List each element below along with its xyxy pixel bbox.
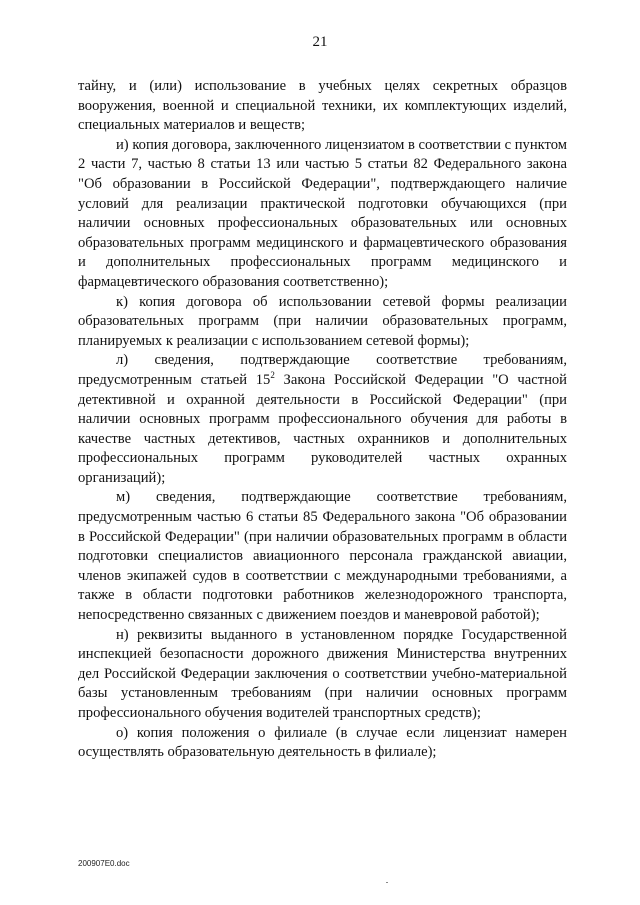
paragraph-o: о) копия положения о филиале (в случае если лицензиат намерен осуществлять образовательную деятельность в филиале); — [78, 724, 567, 761]
paragraph-n: н) реквизиты выданного в установленном порядке Государственной инспекцией безопасности дорожного движения Министерства внутренних дел Российской Федерации заключения о соответствии учебно-материальной базы установленным требованиям (при наличии основных программ профессионального обучения водителей транспортных средств); — [78, 626, 567, 721]
superscript: 2 — [270, 370, 275, 381]
paragraph-i: и) копия договора, заключенного лицензиатом в соответствии с пунктом 2 части 7, частью 8 статьи 13 или частью 5 статьи 82 Федерального закона "Об образовании в Российской Федерации", подтверждающего наличие условий для реализации практической подготовки обучающихся (при наличии основных профессиональных образовательных или основных образовательных программ медицинского и фармацевтического образования и дополнительных профессиональных программ медицинского и фармацевтического образования соответственно); — [78, 136, 567, 290]
page-number: 21 — [312, 34, 328, 50]
paragraph-k: к) копия договора об использовании сетевой формы реализации образовательных программ (при наличии образовательных программ, планируемых к реализации с использованием сетевой формы); — [78, 293, 567, 349]
paragraph-l — [78, 351, 567, 488]
paragraph-continuation: тайну, и (или) использование в учебных целях секретных образцов вооружения, военной и специальной техники, их комплектующих изделий, специальных материалов и веществ; — [78, 78, 567, 134]
paragraph-l-text-end: Закона Российской Федерации "О частной детективной и охранной деятельности в Российской Федерации" (при наличии основных программ профессионального обучения для работы в качестве частных детективов, частных охранников и дополнительных профессиональных программ руководителей частных охранных организаций); — [78, 371, 567, 486]
paragraph-m: м) сведения, подтверждающие соответствие требованиям, предусмотренным частью 6 статьи 85 Федерального закона "Об образовании в Российской Федерации" (при наличии образовательных программ в области подготовки специалистов авиационного персонала гражданской авиации, членов экипажей судов в соответствии с международными требованиями, а также в области подготовки работников железнодорожного транспорта, непосредственно связанных с движением поездов и маневровой работой); — [78, 489, 567, 624]
document-body — [78, 77, 567, 763]
footer-code: 200907E0.doc — [78, 859, 130, 868]
scan-dot — [386, 882, 388, 883]
paragraph-l-text-start: л) сведения, подтверждающие соответствие требованиям, предусмотренным статьей 15 — [78, 352, 567, 388]
